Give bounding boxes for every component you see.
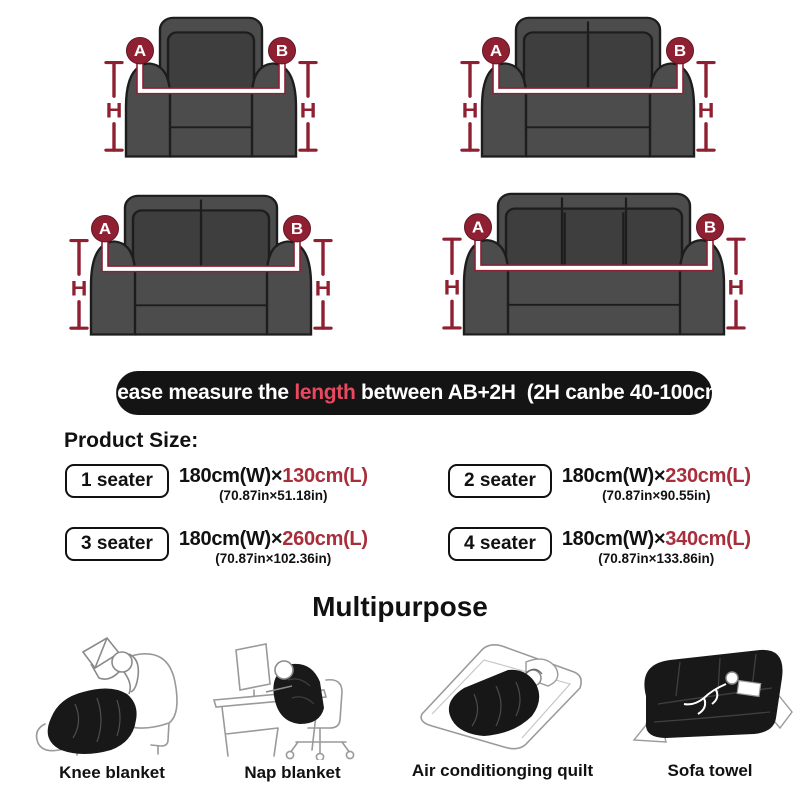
size-inches: (70.87in×51.18in) (219, 488, 328, 503)
size-inches: (70.87in×133.86in) (598, 551, 715, 566)
armchair-measure-diagram (100, 16, 322, 162)
size-cm-width: 180cm(W)× (561, 465, 666, 487)
measure-instruction-banner (98, 371, 730, 415)
size-item-1-seater (65, 464, 368, 503)
seater-box-3 (65, 527, 169, 561)
size-cm-width: 180cm(W)× (178, 465, 283, 487)
multipurpose-heading: Multipurpose (312, 591, 488, 622)
banner-text-highlight: length (294, 381, 356, 404)
svg-text:H: H (105, 98, 123, 123)
knee-blanket-illustration (25, 626, 200, 760)
size-item-4-seater (448, 527, 751, 566)
air-conditioning-quilt-illustration (408, 628, 598, 758)
svg-text:H: H (697, 98, 715, 123)
seater-box-4 (448, 527, 552, 561)
size-item-3-seater (65, 527, 368, 566)
svg-text:A: A (133, 42, 147, 60)
size-cm-length: 230cm(L) (665, 465, 751, 487)
seater-box-1 (65, 464, 169, 498)
svg-text:H: H (727, 275, 745, 300)
seater-label: 4 seater (464, 533, 536, 554)
svg-text:B: B (673, 42, 687, 60)
multipurpose-item-sofa-towel (620, 634, 800, 781)
sofa-towel-illustration (620, 634, 800, 758)
svg-text:A: A (98, 220, 112, 238)
size-dims (562, 527, 751, 566)
svg-text:H: H (70, 276, 88, 301)
size-cm-length: 340cm(L) (665, 528, 751, 550)
svg-text:H: H (299, 98, 317, 123)
size-cm-width: 180cm(W)× (561, 528, 666, 550)
multipurpose-item-nap-blanket (205, 624, 380, 783)
size-dims (562, 464, 751, 503)
svg-text:H: H (314, 276, 332, 301)
nap-blanket-illustration (208, 624, 378, 760)
svg-text:B: B (290, 220, 304, 238)
air-conditioning-quilt-label: Air conditionging quilt (411, 761, 594, 780)
banner-text-prefix: Please measure the (98, 381, 295, 404)
two-seat-sofa-measure-diagram (65, 194, 337, 340)
size-cm-width: 180cm(W)× (178, 528, 283, 550)
size-cm-length: 260cm(L) (282, 528, 368, 550)
multipurpose-item-ac-quilt (405, 628, 600, 781)
svg-text:A: A (471, 219, 485, 237)
size-dims (179, 464, 368, 503)
product-size-heading: Product Size: (64, 429, 199, 452)
seater-label: 2 seater (464, 470, 536, 491)
size-inches: (70.87in×102.36in) (215, 551, 332, 566)
seater-label: 1 seater (81, 470, 153, 491)
size-inches: (70.87in×90.55in) (602, 488, 711, 503)
loveseat-measure-diagram (456, 16, 720, 162)
size-dims (179, 527, 368, 566)
svg-text:H: H (443, 275, 461, 300)
banner-text-suffix: between AB+2H (2H canbe 40-100cm) (355, 381, 730, 404)
svg-text:B: B (275, 42, 289, 60)
svg-text:A: A (489, 42, 503, 60)
knee-blanket-label: Knee blanket (59, 763, 165, 782)
size-item-2-seater (448, 464, 751, 503)
seater-label: 3 seater (81, 533, 153, 554)
seater-box-2 (448, 464, 552, 498)
three-seat-sofa-measure-diagram (438, 192, 750, 340)
nap-blanket-label: Nap blanket (244, 763, 341, 782)
svg-text:H: H (461, 98, 479, 123)
svg-text:B: B (703, 219, 717, 237)
sofa-towel-label: Sofa towel (667, 761, 753, 780)
size-cm-length: 130cm(L) (282, 465, 368, 487)
multipurpose-item-knee-blanket (22, 626, 202, 783)
